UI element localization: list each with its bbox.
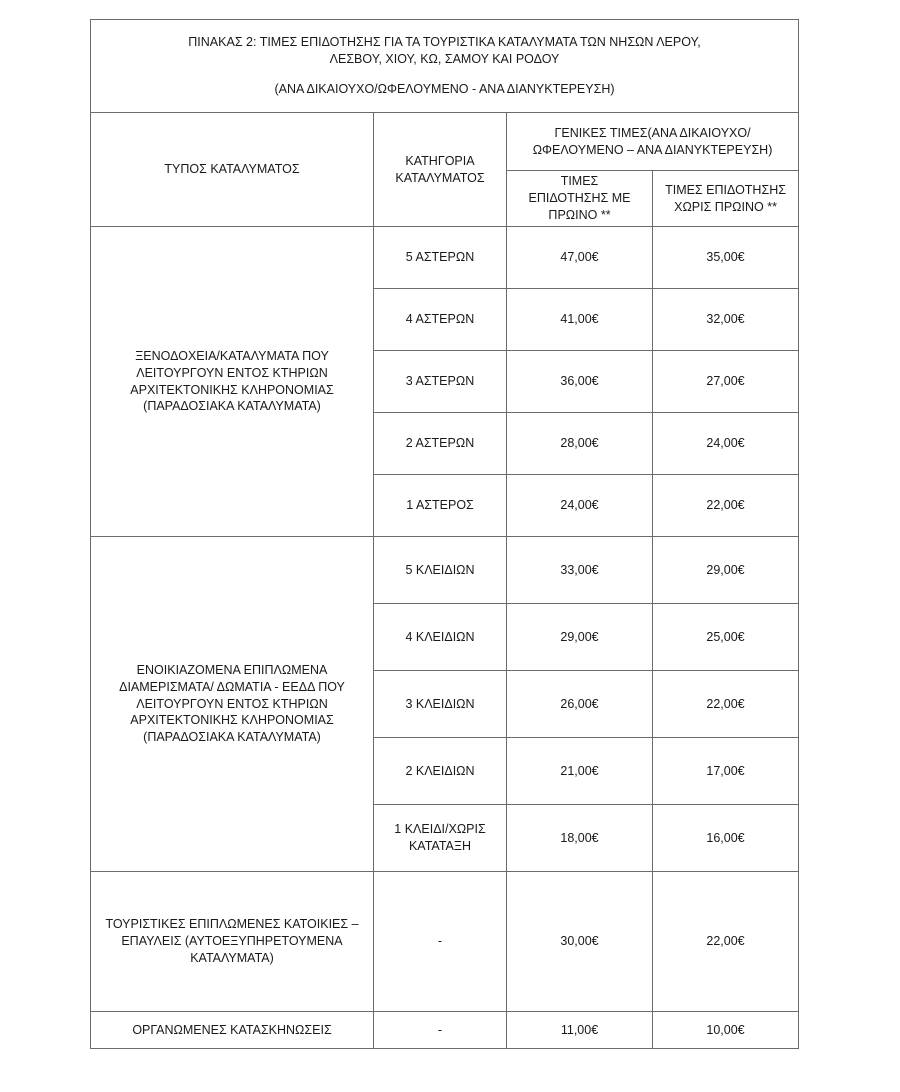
price-with-breakfast-cell: 36,00€ <box>507 351 653 413</box>
price-without-breakfast-cell: 10,00€ <box>653 1012 799 1049</box>
price-without-breakfast-cell: 24,00€ <box>653 413 799 475</box>
header-general-prices: ΓΕΝΙΚΕΣ ΤΙΜΕΣ(ΑΝΑ ΔΙΚΑΙΟΥΧΟ/ ΩΦΕΛΟΥΜΕΝΟ – ΑΝΑ ΔΙΑΝΥΚΤΕΡΕΥΣΗ) <box>507 113 799 171</box>
category-cell: 5 ΑΣΤΕΡΩΝ <box>374 227 507 289</box>
accommodation-type-cell: ΟΡΓΑΝΩΜΕΝΕΣ ΚΑΤΑΣΚΗΝΩΣΕΙΣ <box>91 1012 374 1049</box>
accommodation-type-cell: ΕΝΟΙΚΙΑΖΟΜΕΝΑ ΕΠΙΠΛΩΜΕΝΑ ΔΙΑΜΕΡΙΣΜΑΤΑ/ ΔΩΜΑΤΙΑ - ΕΕΔΔ ΠΟΥ ΛΕΙΤΟΥΡΓΟΥΝ ΕΝΤΟΣ ΚΤΗΡΙΩΝ ΑΡΧΙΤΕΚΤΟΝΙΚΗΣ ΚΛΗΡΟΝΟΜΙΑΣ (ΠΑΡΑΔΟΣΙΑΚΑ ΚΑΤΑΛΥΜΑΤΑ) <box>91 537 374 872</box>
table-row <box>91 1012 799 1049</box>
header-row-top <box>91 113 799 171</box>
category-cell: 4 ΚΛΕΙΔΙΩΝ <box>374 604 507 671</box>
price-with-breakfast-cell: 47,00€ <box>507 227 653 289</box>
accommodation-type-cell: ΞΕΝΟΔΟΧΕΙΑ/ΚΑΤΑΛΥΜΑΤΑ ΠΟΥ ΛΕΙΤΟΥΡΓΟΥΝ ΕΝΤΟΣ ΚΤΗΡΙΩΝ ΑΡΧΙΤΕΚΤΟΝΙΚΗΣ ΚΛΗΡΟΝΟΜΙΑΣ (ΠΑΡΑΔΟΣΙΑΚΑ ΚΑΤΑΛΥΜΑΤΑ) <box>91 227 374 537</box>
price-without-breakfast-cell: 16,00€ <box>653 805 799 872</box>
title-row <box>91 20 799 113</box>
price-without-breakfast-cell: 29,00€ <box>653 537 799 604</box>
title-line-1: ΠΙΝΑΚΑΣ 2: ΤΙΜΕΣ ΕΠΙΔΟΤΗΣΗΣ ΓΙΑ ΤΑ ΤΟΥΡΙΣΤΙΚΑ ΚΑΤΑΛΥΜΑΤΑ ΤΩΝ ΝΗΣΩΝ ΛΕΡΟΥ, <box>188 34 701 49</box>
price-with-breakfast-cell: 28,00€ <box>507 413 653 475</box>
price-with-breakfast-cell: 21,00€ <box>507 738 653 805</box>
table-row <box>91 227 799 289</box>
price-with-breakfast-cell: 33,00€ <box>507 537 653 604</box>
price-without-breakfast-cell: 22,00€ <box>653 671 799 738</box>
price-with-breakfast-cell: 11,00€ <box>507 1012 653 1049</box>
category-cell: 4 ΑΣΤΕΡΩΝ <box>374 289 507 351</box>
category-cell: 1 ΚΛΕΙΔΙ/ΧΩΡΙΣ ΚΑΤΑΤΑΞΗ <box>374 805 507 872</box>
price-with-breakfast-cell: 26,00€ <box>507 671 653 738</box>
price-without-breakfast-cell: 32,00€ <box>653 289 799 351</box>
price-with-breakfast-cell: 29,00€ <box>507 604 653 671</box>
price-with-breakfast-cell: 30,00€ <box>507 872 653 1012</box>
price-without-breakfast-cell: 27,00€ <box>653 351 799 413</box>
category-cell: - <box>374 1012 507 1049</box>
price-with-breakfast-cell: 18,00€ <box>507 805 653 872</box>
subsidy-table <box>90 19 799 1049</box>
price-without-breakfast-cell: 25,00€ <box>653 604 799 671</box>
price-without-breakfast-cell: 22,00€ <box>653 872 799 1012</box>
price-without-breakfast-cell: 35,00€ <box>653 227 799 289</box>
category-cell: 2 ΑΣΤΕΡΩΝ <box>374 413 507 475</box>
title-line-2: ΛΕΣΒΟΥ, ΧΙΟΥ, ΚΩ, ΣΑΜΟΥ ΚΑΙ ΡΟΔΟΥ <box>329 52 560 67</box>
category-cell: 5 ΚΛΕΙΔΙΩΝ <box>374 537 507 604</box>
price-without-breakfast-cell: 22,00€ <box>653 475 799 537</box>
table-row <box>91 872 799 1012</box>
table-title <box>91 20 799 113</box>
price-with-breakfast-cell: 24,00€ <box>507 475 653 537</box>
table-row <box>91 537 799 604</box>
header-type: ΤΥΠΟΣ ΚΑΤΑΛΥΜΑΤΟΣ <box>91 113 374 227</box>
category-cell: 3 ΑΣΤΕΡΩΝ <box>374 351 507 413</box>
category-cell: - <box>374 872 507 1012</box>
header-category: ΚΑΤΗΓΟΡΙΑ ΚΑΤΑΛΥΜΑΤΟΣ <box>374 113 507 227</box>
header-with-breakfast: ΤΙΜΕΣ ΕΠΙΔΟΤΗΣΗΣ ΜΕ ΠΡΩΙΝΟ ** <box>507 171 653 227</box>
category-cell: 1 ΑΣΤΕΡΟΣ <box>374 475 507 537</box>
category-cell: 3 ΚΛΕΙΔΙΩΝ <box>374 671 507 738</box>
header-without-breakfast: ΤΙΜΕΣ ΕΠΙΔΟΤΗΣΗΣ ΧΩΡΙΣ ΠΡΩΙΝΟ ** <box>653 171 799 227</box>
table-subtitle: (ΑΝΑ ΔΙΚΑΙΟΥΧΟ/ΩΦΕΛΟΥΜΕΝΟ - ΑΝΑ ΔΙΑΝΥΚΤΕΡΕΥΣΗ) <box>274 81 615 96</box>
price-without-breakfast-cell: 17,00€ <box>653 738 799 805</box>
category-cell: 2 ΚΛΕΙΔΙΩΝ <box>374 738 507 805</box>
price-with-breakfast-cell: 41,00€ <box>507 289 653 351</box>
accommodation-type-cell: ΤΟΥΡΙΣΤΙΚΕΣ ΕΠΙΠΛΩΜΕΝΕΣ ΚΑΤΟΙΚΙΕΣ –ΕΠΑΥΛΕΙΣ (ΑΥΤΟΕΞΥΠΗΡΕΤΟΥΜΕΝΑ ΚΑΤΑΛΥΜΑΤΑ) <box>91 872 374 1012</box>
